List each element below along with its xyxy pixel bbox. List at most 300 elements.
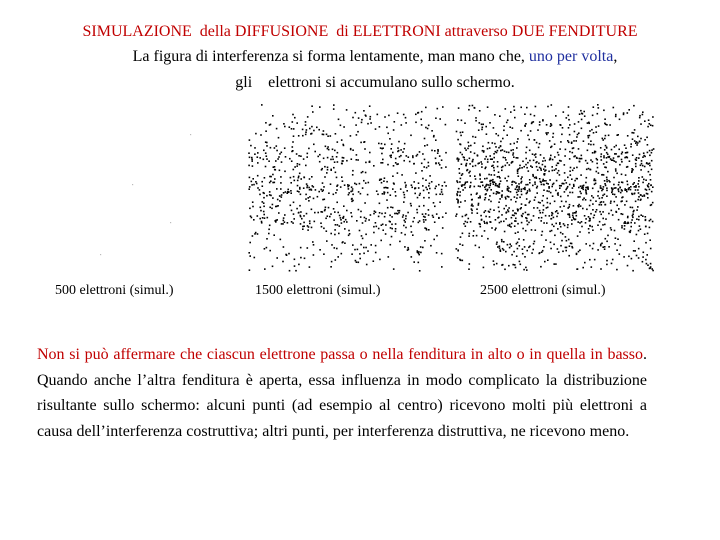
electron-hit (484, 158, 486, 160)
electron-hit (439, 201, 441, 203)
electron-hit (472, 159, 474, 161)
electron-hit (491, 165, 493, 167)
electron-hit (318, 129, 320, 131)
electron-hit (564, 164, 566, 166)
electron-hit (302, 129, 304, 131)
electron-hit (555, 223, 557, 225)
electron-hit (495, 146, 497, 148)
electron-hit (609, 124, 611, 126)
electron-hit (602, 246, 604, 248)
electron-hit (300, 257, 302, 259)
electron-hit (253, 219, 255, 221)
electron-hit (565, 189, 567, 191)
electron-hit (491, 174, 493, 176)
electron-hit (523, 166, 525, 168)
electron-hit (587, 187, 589, 189)
electron-hit (254, 257, 256, 259)
electron-hit (510, 150, 512, 152)
electron-hit (362, 222, 364, 224)
electron-hit (347, 186, 349, 188)
electron-hit (483, 256, 485, 258)
electron-hit (553, 244, 555, 246)
electron-hit (639, 154, 641, 156)
electron-hit (355, 260, 357, 262)
electron-hit (550, 192, 552, 194)
electron-hit (352, 170, 354, 172)
electron-hit (386, 187, 388, 189)
electron-hit (511, 245, 513, 247)
electron-hit (306, 187, 308, 189)
electron-hit (325, 146, 327, 148)
electron-hit (540, 220, 542, 222)
electron-hit (380, 147, 382, 149)
electron-hit (348, 230, 350, 232)
electron-hit (365, 218, 367, 220)
electron-hit (401, 232, 403, 234)
electron-hit (649, 165, 651, 167)
electron-hit (601, 243, 603, 245)
electron-hit (501, 167, 503, 169)
electron-hit (635, 163, 637, 165)
electron-hit (602, 189, 604, 191)
electron-hit (420, 252, 422, 254)
electron-hit (544, 170, 546, 172)
electron-hit (357, 159, 359, 161)
electron-hit (362, 187, 364, 189)
electron-hit (471, 212, 473, 214)
subtitle-line-2: gli elettroni si accumulano sullo schermo. (235, 74, 515, 91)
electron-hit (630, 222, 632, 224)
electron-hit (645, 219, 647, 221)
electron-hit (352, 149, 354, 151)
electron-hit (518, 183, 520, 185)
electron-hit (348, 188, 350, 190)
electron-hit (418, 222, 420, 224)
electron-hit (433, 216, 435, 218)
electron-hit (327, 146, 329, 148)
electron-hit (478, 162, 480, 164)
electron-hit (385, 224, 387, 226)
electron-hit (630, 143, 632, 145)
electron-hit (395, 195, 397, 197)
electron-hit (460, 152, 462, 154)
electron-hit (477, 212, 479, 214)
electron-hit (636, 255, 638, 257)
electron-hit (525, 230, 527, 232)
electron-hit (263, 214, 265, 216)
electron-hit (401, 174, 403, 176)
electron-hit (316, 127, 318, 129)
electron-hit (494, 143, 496, 145)
electron-hit (509, 224, 511, 226)
electron-hit (542, 231, 544, 233)
electron-hit (535, 197, 537, 199)
electron-hit (550, 248, 552, 250)
electron-hit (410, 205, 412, 207)
electron-hit (311, 227, 313, 229)
electron-hit (462, 189, 464, 191)
electron-hit (434, 221, 436, 223)
electron-hit (324, 166, 326, 168)
electron-hit (291, 210, 293, 212)
electron-hit (437, 152, 439, 154)
electron-hit (553, 263, 555, 265)
electron-hit (489, 155, 491, 157)
electron-hit (553, 226, 555, 228)
electron-hit (630, 186, 632, 188)
electron-hit (530, 165, 532, 167)
electron-hit (319, 161, 321, 163)
electron-hit (363, 253, 365, 255)
electron-hit (528, 214, 530, 216)
electron-hit (606, 152, 608, 154)
electron-hit (284, 214, 286, 216)
electron-hit (578, 187, 580, 189)
electron-hit (382, 147, 384, 149)
electron-hit (390, 227, 392, 229)
electron-hit (621, 225, 623, 227)
electron-hit (276, 188, 278, 190)
electron-hit (300, 223, 302, 225)
electron-panel-2500 (455, 104, 655, 272)
electron-hit (290, 205, 292, 207)
electron-hit (552, 136, 554, 138)
electron-hit (592, 152, 594, 154)
electron-hit (545, 239, 547, 241)
electron-hit (543, 157, 545, 159)
electron-hit (592, 115, 594, 117)
electron-hit (357, 249, 359, 251)
electron-hit (472, 105, 474, 107)
electron-hit (342, 160, 344, 162)
electron-hit (333, 167, 335, 169)
electron-hit (272, 115, 274, 117)
electron-hit (540, 154, 542, 156)
electron-hit (269, 250, 271, 252)
electron-hit (467, 222, 469, 224)
electron-hit (341, 222, 343, 224)
electron-hit (381, 143, 383, 145)
electron-hit (614, 160, 616, 162)
electron-hit (503, 125, 505, 127)
electron-hit (626, 166, 628, 168)
electron-hit (289, 158, 291, 160)
electron-hit (649, 268, 651, 270)
electron-hit (639, 115, 641, 117)
electron-hit (620, 245, 622, 247)
electron-hit (386, 199, 388, 201)
electron-hit (400, 149, 402, 151)
electron-hit (650, 248, 652, 250)
electron-hit (398, 212, 400, 214)
electron-hit (589, 205, 591, 207)
electron-hit (507, 162, 509, 164)
electron-hit (542, 195, 544, 197)
electron-hit (642, 261, 644, 263)
electron-hit (342, 144, 344, 146)
electron-hit (496, 152, 498, 154)
electron-hit (402, 151, 404, 153)
electron-hit (596, 158, 598, 160)
caption-1500: 1500 elettroni (simul.) (255, 283, 381, 298)
electron-hit (297, 163, 299, 165)
electron-hit (621, 227, 623, 229)
electron-hit (268, 160, 270, 162)
electron-hit (635, 201, 637, 203)
electron-hit (569, 134, 571, 136)
electron-hit (494, 114, 496, 116)
electron-hit (403, 114, 405, 116)
electron-hit (425, 179, 427, 181)
electron-hit (519, 165, 521, 167)
electron-hit (588, 232, 590, 234)
electron-hit (291, 221, 293, 223)
electron-hit (323, 130, 325, 132)
electron-hit (381, 182, 383, 184)
electron-hit (428, 165, 430, 167)
electron-hit (292, 141, 294, 143)
electron-hit (578, 121, 580, 123)
electron-hit (575, 219, 577, 221)
electron-hit (424, 138, 426, 140)
electron-hit (612, 193, 614, 195)
electron-hit (569, 192, 571, 194)
electron-hit (472, 166, 474, 168)
electron-hit (624, 144, 626, 146)
electron-hit (611, 149, 613, 151)
electron-hit (563, 223, 565, 225)
electron-hit (578, 148, 580, 150)
electron-hit (269, 191, 271, 193)
electron-hit (263, 206, 265, 208)
electron-hit (348, 192, 350, 194)
electron-hit (464, 183, 466, 185)
electron-hit (545, 180, 547, 182)
electron-hit (309, 220, 311, 222)
electron-hit (516, 141, 518, 143)
electron-hit (306, 156, 308, 158)
electron-hit (307, 197, 309, 199)
electron-hit (298, 155, 300, 157)
electron-hit (581, 155, 583, 157)
electron-hit (600, 214, 602, 216)
electron-hit (259, 194, 261, 196)
electron-hit (468, 109, 470, 111)
electron-hit (436, 252, 438, 254)
electron-hit (252, 206, 254, 208)
electron-hit (555, 115, 557, 117)
electron-hit (327, 169, 329, 171)
electron-hit (524, 256, 526, 258)
electron-hit (365, 182, 367, 184)
electron-hit (572, 212, 574, 214)
electron-hit (528, 247, 530, 249)
electron-hit (381, 213, 383, 215)
electron-hit (479, 173, 481, 175)
electron-hit (518, 168, 520, 170)
electron-hit (599, 211, 601, 213)
electron-hit (582, 267, 584, 269)
electron-hit (293, 176, 295, 178)
electron-hit (494, 229, 496, 231)
electron-hit (614, 194, 616, 196)
electron-hit (586, 177, 588, 179)
electron-hit (423, 166, 425, 168)
electron-hit (593, 144, 595, 146)
electron-hit (418, 182, 420, 184)
electron-hit (410, 226, 412, 228)
electron-hit (307, 247, 309, 249)
electron-hit (340, 217, 342, 219)
electron-hit (474, 175, 476, 177)
electron-hit (390, 148, 392, 150)
electron-hit (467, 181, 469, 183)
electron-hit (386, 181, 388, 183)
electron-hit (595, 180, 597, 182)
electron-hit (628, 187, 630, 189)
electron-hit (575, 211, 577, 213)
electron-hit (469, 187, 471, 189)
electron-hit (563, 111, 565, 113)
electron-hit (248, 252, 250, 254)
electron-hit (533, 160, 535, 162)
electron-hit (557, 162, 559, 164)
electron-hit (634, 140, 636, 142)
electron-hit (501, 190, 503, 192)
electron-hit (367, 123, 369, 125)
electron-hit (272, 197, 274, 199)
electron-hit (648, 171, 650, 173)
electron-hit (278, 212, 280, 214)
electron-hit (412, 221, 414, 223)
electron-hit (541, 184, 543, 186)
electron-hit (568, 119, 570, 121)
electron-hit (307, 229, 309, 231)
electron-hit (495, 133, 497, 135)
electron-hit (383, 191, 385, 193)
electron-hit (300, 155, 302, 157)
electron-hit (369, 152, 371, 154)
electron-hit (573, 140, 575, 142)
electron-hit (566, 240, 568, 242)
electron-hit (383, 187, 385, 189)
electron-hit (606, 161, 608, 163)
electron-hit (491, 158, 493, 160)
electron-hit (330, 213, 332, 215)
electron-hit (327, 135, 329, 137)
electron-hit (513, 152, 515, 154)
electron-hit (586, 209, 588, 211)
electron-hit (502, 264, 504, 266)
electron-hit (503, 157, 505, 159)
electron-hit (539, 178, 541, 180)
electron-hit (464, 122, 466, 124)
electron-hit (350, 212, 352, 214)
electron-hit (638, 248, 640, 250)
electron-hit (603, 157, 605, 159)
electron-hit (390, 155, 392, 157)
electron-hit (342, 157, 344, 159)
electron-hit (606, 190, 608, 192)
electron-hit (332, 159, 334, 161)
electron-hit (468, 218, 470, 220)
electron-hit (529, 201, 531, 203)
electron-hit (631, 171, 633, 173)
electron-hit (298, 135, 300, 137)
electron-hit (423, 197, 425, 199)
electron-hit (298, 191, 300, 193)
electron-hit (259, 218, 261, 220)
electron-hit (525, 152, 527, 154)
electron-hit (627, 184, 629, 186)
electron-hit (605, 238, 607, 240)
electron-hit (551, 186, 553, 188)
electron-hit (496, 242, 498, 244)
electron-hit (647, 185, 649, 187)
electron-hit (616, 205, 618, 207)
electron-hit (604, 246, 606, 248)
electron-hit (425, 213, 427, 215)
electron-hit (549, 215, 551, 217)
electron-hit (499, 115, 501, 117)
electron-hit (419, 220, 421, 222)
electron-hit (564, 225, 566, 227)
electron-hit (299, 205, 301, 207)
electron-hit (522, 253, 524, 255)
electron-hit (603, 155, 605, 157)
electron-hit (517, 194, 519, 196)
electron-hit (489, 122, 491, 124)
electron-hit (438, 162, 440, 164)
electron-hit (427, 128, 429, 130)
electron-hit (581, 128, 583, 130)
electron-hit (638, 192, 640, 194)
electron-hit (486, 184, 488, 186)
electron-hit (478, 204, 480, 206)
electron-hit (421, 170, 423, 172)
electron-hit (414, 188, 416, 190)
electron-hit (479, 197, 481, 199)
electron-hit (418, 254, 420, 256)
electron-hit (333, 104, 335, 106)
electron-hit (544, 261, 546, 263)
electron-hit (601, 159, 603, 161)
electron-hit (631, 219, 633, 221)
electron-hit (522, 248, 524, 250)
electron-hit (459, 195, 461, 197)
electron-hit (292, 146, 294, 148)
electron-hit (620, 213, 622, 215)
electron-hit (634, 250, 636, 252)
electron-hit (568, 106, 570, 108)
electron-hit (593, 106, 595, 108)
electron-hit (405, 184, 407, 186)
electron-hit (602, 218, 604, 220)
electron-hit (560, 196, 562, 198)
electron-hit (405, 215, 407, 217)
electron-hit (442, 227, 444, 229)
electron-hit (594, 151, 596, 153)
electron-hit (338, 119, 340, 121)
electron-hit (642, 156, 644, 158)
electron-hit (598, 107, 600, 109)
electron-hit (378, 143, 380, 145)
electron-hit (646, 254, 648, 256)
electron-hit (497, 161, 499, 163)
electron-hit (323, 253, 325, 255)
electron-hit (611, 229, 613, 231)
electron-hit (463, 223, 465, 225)
